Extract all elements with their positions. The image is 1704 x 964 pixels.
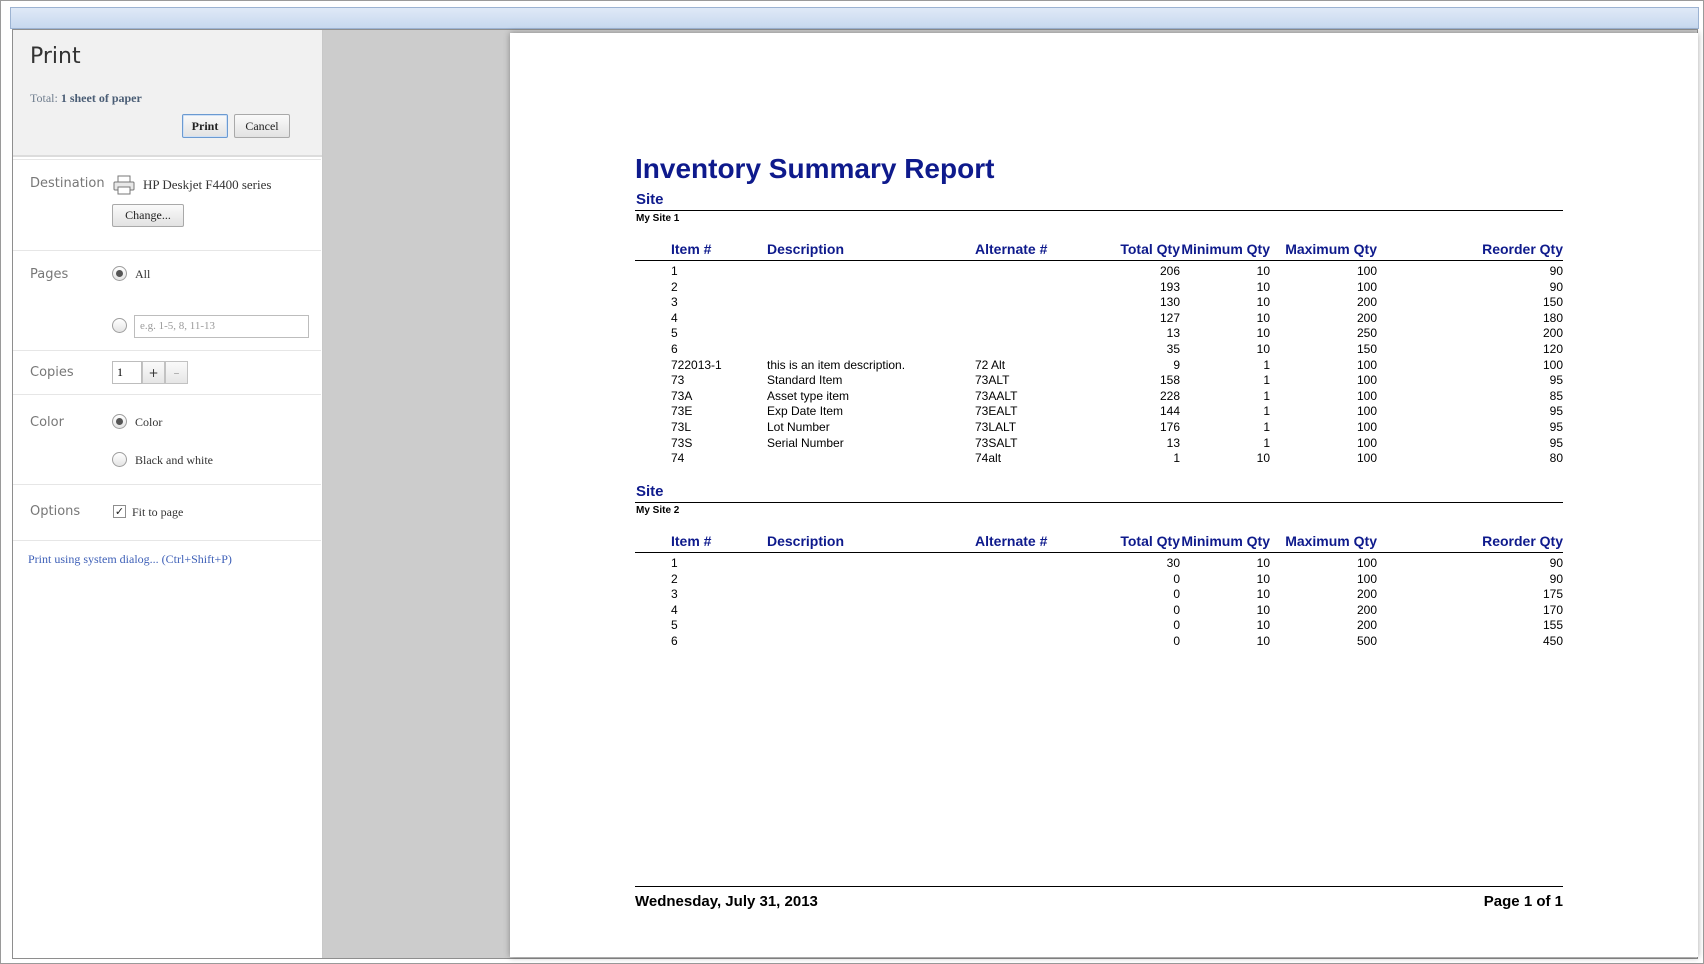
column-header: Total Qty [1120, 241, 1180, 257]
table-cell: 73A [671, 388, 693, 403]
table-cell: 10 [1256, 602, 1270, 617]
table-cell: 95 [1549, 435, 1563, 450]
color-radio[interactable] [112, 414, 127, 429]
table-cell: 72 Alt [975, 357, 1006, 372]
sidebar-divider [13, 540, 321, 541]
table-cell: 100 [1356, 435, 1377, 450]
black-white-radio[interactable] [112, 452, 127, 467]
column-header: Minimum Qty [1181, 533, 1270, 549]
table-cell: 1 [1263, 357, 1270, 372]
table-cell: 180 [1542, 310, 1563, 325]
table-cell: 1 [1263, 373, 1270, 388]
table-cell: 200 [1356, 618, 1377, 633]
table-cell: 100 [1356, 420, 1377, 434]
footer-date: Wednesday, July 31, 2013 [635, 893, 818, 910]
table-cell: 100 [1356, 279, 1377, 294]
table-cell: 200 [1356, 587, 1377, 602]
column-header: Item # [671, 533, 712, 549]
fit-to-page-checkbox[interactable]: ✓ [114, 505, 125, 518]
table-cell: 10 [1256, 279, 1270, 294]
table-cell: 1 [1173, 451, 1180, 466]
table-cell: 200 [1356, 310, 1377, 325]
table-cell: 175 [1542, 587, 1563, 602]
table-cell: Serial Number [767, 435, 844, 450]
black-white-option-label: Black and white [135, 453, 213, 467]
table-cell: 95 [1549, 420, 1563, 434]
sheet-total [30, 91, 142, 106]
footer-page-number: Page 1 of 1 [1483, 893, 1563, 910]
site-group-label: Site [636, 483, 664, 500]
site-name: My Site 1 [636, 213, 680, 224]
copies-input[interactable]: 1 [112, 361, 142, 384]
table-cell: 10 [1256, 587, 1270, 602]
table-cell: 144 [1159, 404, 1180, 419]
table-cell: 80 [1549, 451, 1563, 466]
table-cell: 30 [1166, 556, 1180, 570]
destination-label: Destination [30, 176, 105, 191]
footer-rule [635, 886, 1563, 887]
column-header: Total Qty [1120, 533, 1180, 549]
table-cell: 13 [1166, 435, 1180, 450]
table-cell: 120 [1542, 342, 1563, 356]
table-cell: 10 [1256, 451, 1270, 466]
table-cell: 73LALT [975, 420, 1017, 434]
table-cell: 73 [671, 373, 685, 388]
page-preview [510, 33, 1698, 957]
copies-section [13, 350, 321, 394]
table-cell: 0 [1173, 571, 1180, 586]
table-cell: 6 [671, 342, 678, 356]
table-cell: 6 [671, 634, 678, 648]
table-cell: 100 [1356, 571, 1377, 586]
table-cell: 150 [1356, 342, 1377, 356]
table-cell: 176 [1159, 420, 1180, 434]
report-title: Inventory Summary Report [635, 153, 995, 184]
table-cell: 722013-1 [671, 357, 722, 372]
site-group-label: Site [636, 191, 664, 208]
table-cell: 450 [1542, 634, 1563, 648]
pages-section [13, 250, 321, 350]
change-destination-button[interactable]: Change... [112, 204, 184, 227]
table-cell: 5 [671, 618, 678, 633]
table-cell: 4 [671, 310, 678, 325]
table-cell: 250 [1356, 326, 1377, 341]
fit-to-page-label: Fit to page [132, 505, 184, 519]
table-cell: 10 [1256, 556, 1270, 570]
table-cell: 90 [1549, 264, 1563, 278]
table-cell: 10 [1256, 295, 1270, 310]
print-settings-sidebar [13, 30, 323, 958]
options-label: Options [30, 504, 81, 519]
table-cell: 100 [1356, 357, 1377, 372]
color-option-label: Color [135, 415, 163, 429]
pages-range-input[interactable]: e.g. 1-5, 8, 11-13 [134, 315, 309, 338]
table-cell: 90 [1549, 556, 1563, 570]
pages-all-label: All [135, 267, 151, 281]
header-rule [635, 260, 1563, 261]
table-cell: 90 [1549, 279, 1563, 294]
table-cell: 1 [1263, 420, 1270, 434]
table-cell: 100 [1356, 264, 1377, 278]
table-cell: 100 [1356, 388, 1377, 403]
table-cell: 1 [1263, 404, 1270, 419]
site-rule [635, 502, 1563, 503]
table-cell: 9 [1173, 357, 1180, 372]
table-cell: 73EALT [975, 404, 1018, 419]
table-cell: 1 [1263, 388, 1270, 403]
table-cell: 0 [1173, 634, 1180, 648]
table-cell: 127 [1159, 310, 1180, 325]
table-cell: 170 [1542, 602, 1563, 617]
header-rule [635, 552, 1563, 553]
system-dialog-link[interactable]: Print using system dialog... (Ctrl+Shift+P) [28, 552, 232, 566]
table-cell: 10 [1256, 571, 1270, 586]
table-cell: 73L [671, 420, 692, 434]
table-cell: 10 [1256, 264, 1270, 278]
table-cell: 200 [1542, 326, 1563, 341]
table-cell: 130 [1159, 295, 1180, 310]
table-cell: 193 [1159, 279, 1180, 294]
column-header: Description [767, 241, 845, 257]
destination-section [13, 159, 321, 250]
sheet-total-prefix: Total: [30, 91, 58, 105]
table-cell: 3 [671, 587, 678, 602]
table-cell: 13 [1166, 326, 1180, 341]
table-cell: 2 [671, 571, 678, 586]
table-cell: Lot Number [767, 420, 830, 434]
table-cell: 0 [1173, 587, 1180, 602]
site-name: My Site 2 [636, 505, 680, 516]
table-cell: 74alt [975, 451, 1002, 466]
copies-decrement-button[interactable]: – [165, 361, 188, 384]
table-cell: 0 [1173, 602, 1180, 617]
table-cell: 155 [1542, 618, 1563, 633]
table-cell: Asset type item [767, 388, 850, 403]
copies-increment-button[interactable]: + [142, 361, 165, 384]
table-cell: 85 [1549, 388, 1563, 403]
column-header: Item # [671, 241, 712, 257]
table-cell: 100 [1356, 556, 1377, 570]
cancel-button[interactable]: Cancel [234, 114, 290, 138]
pages-label: Pages [30, 267, 69, 282]
column-header: Alternate # [975, 533, 1048, 549]
copies-label: Copies [30, 365, 74, 380]
table-cell: 10 [1256, 342, 1270, 356]
table-cell: 10 [1256, 618, 1270, 633]
table-cell: 5 [671, 326, 678, 341]
color-section [13, 394, 321, 484]
table-cell: 73S [671, 435, 693, 450]
table-cell: 4 [671, 602, 678, 617]
color-label: Color [30, 415, 64, 430]
column-header: Reorder Qty [1482, 533, 1563, 549]
table-cell: 2 [671, 279, 678, 294]
table-cell: 150 [1542, 295, 1563, 310]
table-cell: 0 [1173, 618, 1180, 633]
column-header: Alternate # [975, 241, 1048, 257]
column-header: Description [767, 533, 845, 549]
table-cell: Exp Date Item [767, 404, 844, 419]
table-cell: 73AALT [975, 388, 1018, 403]
table-cell: Standard Item [767, 373, 843, 388]
table-cell: 200 [1356, 602, 1377, 617]
printer-icon [113, 175, 135, 199]
table-cell: 3 [671, 295, 678, 310]
pages-custom-radio[interactable] [112, 318, 127, 333]
title-bar [10, 7, 1699, 29]
table-cell: this is an item description. [767, 357, 906, 372]
table-cell: 100 [1542, 357, 1563, 372]
sidebar-title: Print [30, 44, 81, 69]
table-cell: 100 [1356, 373, 1377, 388]
table-cell: 10 [1256, 310, 1270, 325]
table-cell: 1 [671, 264, 678, 278]
table-cell: 35 [1166, 342, 1180, 356]
table-cell: 10 [1256, 326, 1270, 341]
table-cell: 200 [1356, 295, 1377, 310]
table-cell: 206 [1159, 264, 1180, 278]
print-button[interactable]: Print [182, 114, 228, 138]
site-rule [635, 210, 1563, 211]
sheet-total-value: 1 sheet of paper [60, 91, 142, 105]
table-cell: 73E [671, 404, 693, 419]
table-cell: 1 [671, 556, 678, 570]
table-cell: 100 [1356, 451, 1377, 466]
column-header: Maximum Qty [1285, 533, 1377, 549]
options-section [13, 484, 321, 540]
table-cell: 90 [1549, 571, 1563, 586]
table-cell: 10 [1256, 634, 1270, 648]
table-cell: 74 [671, 451, 685, 466]
table-cell: 228 [1159, 388, 1180, 403]
table-cell: 100 [1356, 404, 1377, 419]
sidebar-header [13, 30, 322, 157]
table-cell: 1 [1263, 435, 1270, 450]
table-cell: 500 [1356, 634, 1377, 648]
print-preview-window [12, 29, 1698, 959]
pages-all-radio[interactable] [112, 266, 127, 281]
column-header: Maximum Qty [1285, 241, 1377, 257]
table-cell: 95 [1549, 404, 1563, 419]
table-cell: 95 [1549, 373, 1563, 388]
column-header: Minimum Qty [1181, 241, 1270, 257]
table-cell: 73ALT [975, 373, 1010, 388]
destination-value: HP Deskjet F4400 series [143, 177, 272, 192]
table-cell: 158 [1159, 373, 1180, 388]
column-header: Reorder Qty [1482, 241, 1563, 257]
table-cell: 73SALT [975, 435, 1018, 450]
